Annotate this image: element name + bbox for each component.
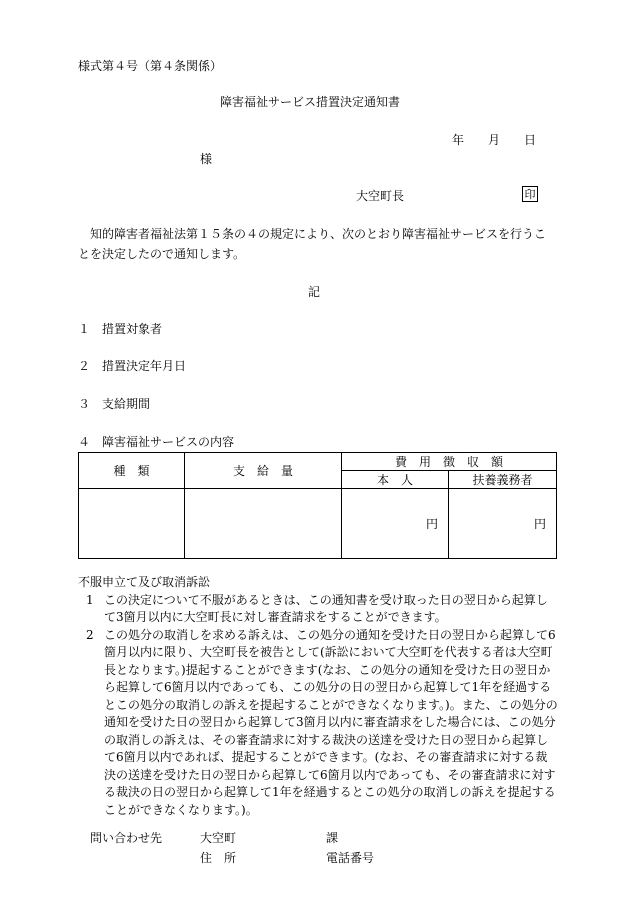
item-number: １: [78, 322, 91, 336]
item-number: ４: [78, 435, 91, 449]
appeal-note: [78, 627, 558, 820]
note-text: この決定について不服があるときは、この通知書を受け取った日の翌日から起算して3箇月以内に大空町長に対し審査請求をすることができます。: [104, 592, 548, 624]
cell-amount: [185, 489, 342, 559]
contact-address-label: 住 所: [200, 851, 237, 865]
header-guardian: 扶養義務者: [449, 471, 557, 489]
item-label: 障害福祉サービスの内容: [102, 435, 235, 449]
contact-town: 大空町: [200, 831, 237, 845]
service-fee-table: [78, 452, 557, 559]
item-label: 支給期間: [102, 397, 151, 411]
intro-paragraph: 知的障害者福祉法第１５条の４の規定により、次のとおり障害福祉サービスを行うことを決定したので通知します。: [78, 227, 547, 261]
appeal-notice: [78, 574, 558, 819]
item-label: 措置決定年月日: [102, 359, 187, 373]
item-label: 措置対象者: [102, 322, 163, 336]
item-number: ２: [78, 359, 91, 373]
recipient-suffix: 様: [200, 152, 213, 166]
form-number: 様式第４号（第４条関係）: [78, 59, 223, 73]
note-number: 2: [86, 627, 94, 642]
seal-mark: 印: [522, 186, 538, 202]
appeal-note: [78, 592, 558, 627]
header-self: 本 人: [342, 471, 449, 489]
ki-heading: 記: [308, 285, 321, 299]
item-payment-period: [78, 398, 150, 410]
note-number: 1: [86, 592, 94, 607]
note-text: この処分の取消しを求める訴えは、この処分の通知を受けた日の翌日から起算して6箇月以内に限り、大空町長を被告として(訴訟において大空町を代表する者は大空町長となります。)提起することができます(なお、この処分の通知を受けた日の翌日から起算して6箇月以内であっても、この処分の日の翌日から起算して1年を経過するとこの処分の取消しの訴えを提起することができなくなります。)。また、この処分の通知を受けた日の翌日から起算して3箇月以内に審査請求をした場合には、この処分の取消しの訴えは、その審査請求に対する裁決の送達を受けた日の翌日から起算して6箇月以内であれば、提起することができます。(なお、その審査請求に対する裁決の送達を受けた日の翌日から起算して6箇月以内であっても、その審査請求に対する裁決の日の翌日から起算して1年を経過するとこの処分の取消しの訴えを提起することができなくなります。)。: [104, 627, 558, 817]
cell-self-yen: 円: [342, 489, 449, 559]
cell-type: [79, 489, 185, 559]
issuer-name: 大空町長: [356, 189, 405, 203]
item-number: ３: [78, 397, 91, 411]
contact-section: 課: [326, 831, 339, 845]
contact-phone-label: 電話番号: [326, 851, 375, 865]
header-type: 種 類: [79, 453, 185, 489]
header-fee: 費 用 徴 収 額: [342, 453, 557, 471]
appeal-heading: 不服申立て及び取消訴訟: [78, 575, 211, 589]
item-subject: [78, 323, 162, 335]
contact-label: 問い合わせ先: [90, 831, 163, 845]
item-decision-date: [78, 360, 186, 372]
document-title: 障害福祉サービス措置決定通知書: [220, 95, 401, 109]
header-amount: 支 給 量: [185, 453, 342, 489]
item-service-content: [78, 436, 234, 448]
cell-guardian-yen: 円: [449, 489, 557, 559]
date-line: 年 月 日: [452, 133, 537, 147]
